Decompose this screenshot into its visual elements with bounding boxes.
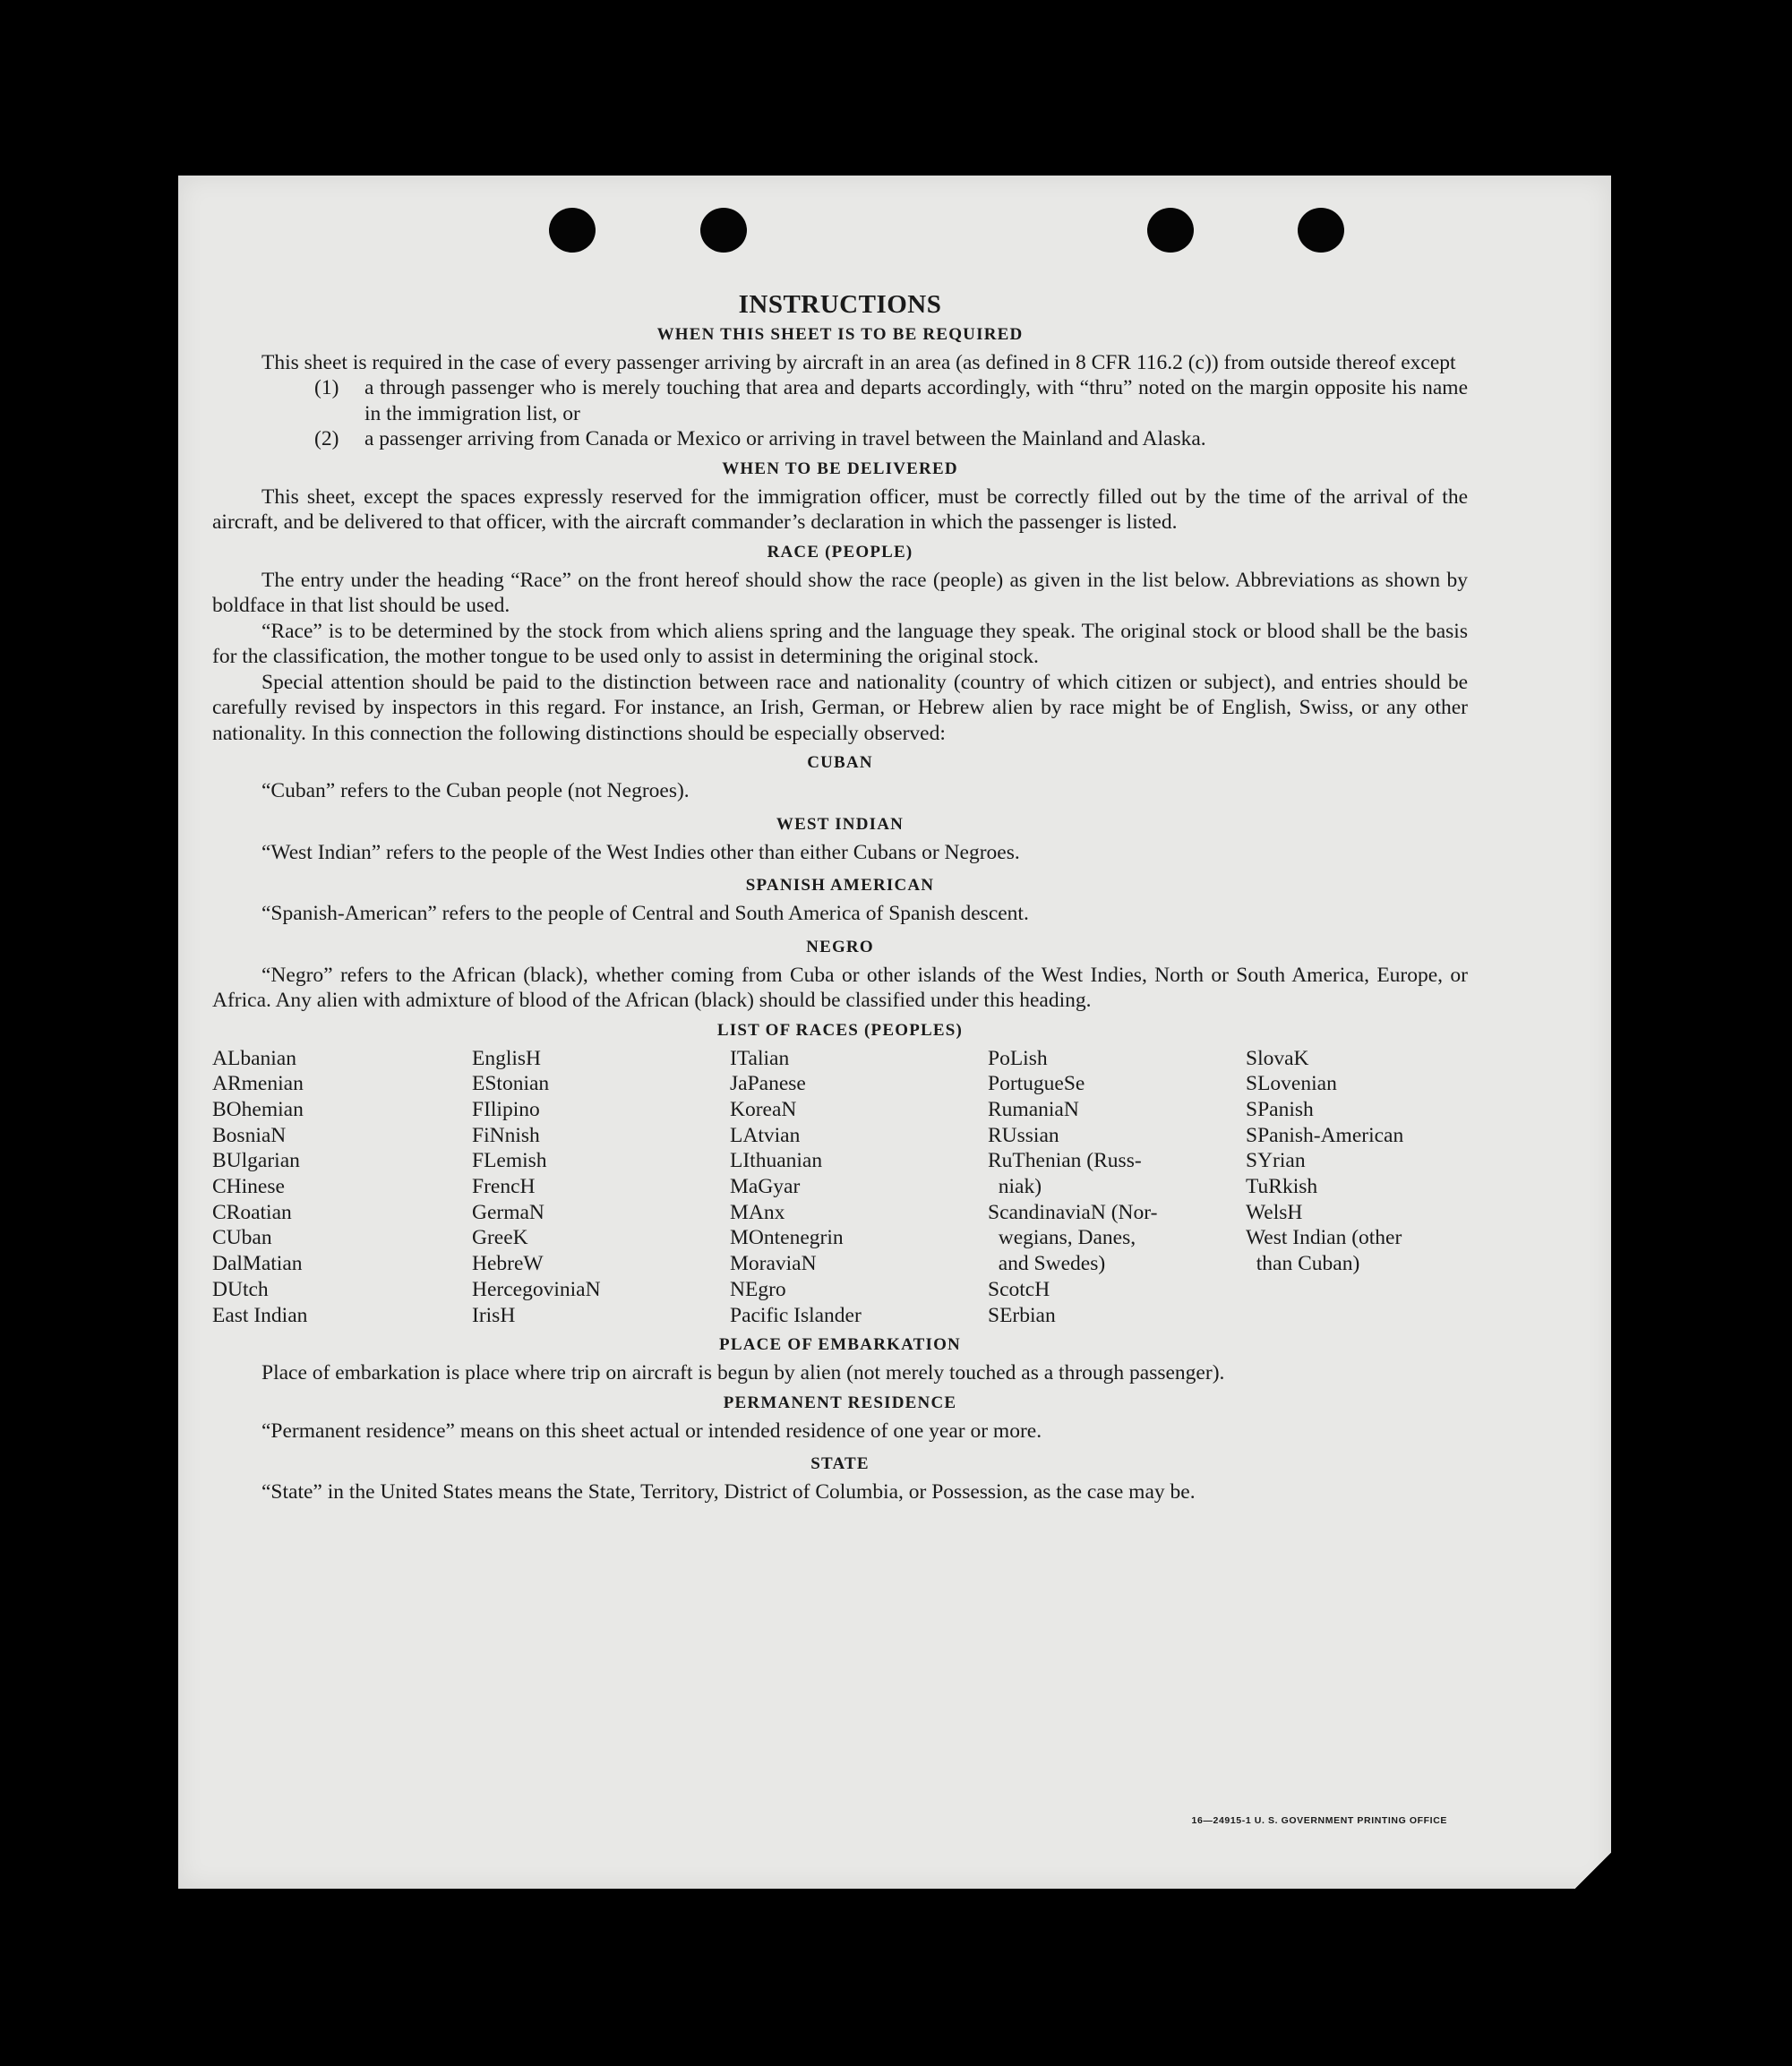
races-column bbox=[730, 1046, 988, 1329]
document-sheet bbox=[178, 176, 1611, 1889]
race-item: EnglisH bbox=[472, 1046, 542, 1070]
race-item: DalMatian bbox=[212, 1252, 303, 1276]
race-item: CUban bbox=[212, 1226, 272, 1250]
race-item: MOntenegrin bbox=[730, 1226, 844, 1250]
page-title: INSTRUCTIONS bbox=[738, 290, 942, 319]
race-item: IrisH bbox=[472, 1303, 516, 1327]
race-item: PortugueSe bbox=[988, 1072, 1085, 1096]
race-item: FiNnish bbox=[472, 1123, 540, 1147]
heading-west-indian: WEST INDIAN bbox=[776, 814, 905, 834]
race-item: East Indian bbox=[212, 1303, 308, 1327]
race-item: BUlgarian bbox=[212, 1149, 300, 1173]
heading-races-list: LIST OF RACES (PEOPLES) bbox=[716, 1020, 964, 1040]
punch-hole bbox=[1298, 208, 1344, 253]
instructions-content bbox=[212, 292, 1468, 1505]
race-item: LIthuanian bbox=[730, 1149, 823, 1173]
state-text: “State” in the United States means the State, Territory, District of Columbia, or Possession, as the case may be. bbox=[262, 1480, 1196, 1504]
race-item: FIlipino bbox=[472, 1097, 540, 1121]
exception-item bbox=[314, 375, 1468, 426]
heading-required: WHEN THIS SHEET IS TO BE REQUIRED bbox=[656, 324, 1024, 344]
delivered-text: This sheet, except the spaces expressly reserved for the immigration officer, must be correctly filled out by the time of the arrival of the aircraft, and be delivered to that officer, with the aircraft commander’s declaration in which the passenger is listed. bbox=[212, 484, 1468, 534]
exception-text: a passenger arriving from Canada or Mexico or arriving in travel between the Mainland and Alaska. bbox=[364, 427, 1206, 450]
race-item: TuRkish bbox=[1246, 1175, 1318, 1199]
race-item: EStonian bbox=[472, 1072, 550, 1096]
race-item: CHinese bbox=[212, 1175, 285, 1199]
race-item: MAnx bbox=[730, 1200, 785, 1224]
race-item: HercegoviniaN bbox=[472, 1277, 601, 1301]
printing-office-footer: 16—24915-1 U. S. GOVERNMENT PRINTING OFFICE bbox=[1191, 1815, 1447, 1826]
negro-text: “Negro” refers to the African (black), whether coming from Cuba or other islands of the West Indies, North or South America, Europe, or Africa. Any alien with admixture of blood of the African (black) should be classified under this heading. bbox=[212, 963, 1468, 1012]
races-column bbox=[472, 1046, 730, 1329]
race-item: HebreW bbox=[472, 1252, 544, 1276]
exception-number: (2) bbox=[314, 427, 339, 450]
races-column bbox=[212, 1046, 472, 1329]
race-item: NEgro bbox=[730, 1277, 786, 1301]
race-item: SErbian bbox=[988, 1303, 1056, 1327]
race-item: LAtvian bbox=[730, 1123, 801, 1147]
race-paragraph: “Race” is to be determined by the stock from which aliens spring and the language they speak. The original stock or blood shall be the basis for the classification, the mother tongue to be used only to assist in determining the original stock. bbox=[212, 619, 1468, 668]
heading-race: RACE (PEOPLE) bbox=[767, 542, 913, 562]
heading-delivered: WHEN TO BE DELIVERED bbox=[722, 459, 958, 478]
heading-negro: NEGRO bbox=[806, 937, 874, 956]
race-item: Pacific Islander bbox=[730, 1303, 862, 1327]
race-item: ScotcH bbox=[988, 1277, 1050, 1301]
races-column bbox=[988, 1046, 1246, 1329]
race-item: RumaniaN bbox=[988, 1097, 1079, 1121]
race-item: SPanish-American bbox=[1246, 1123, 1404, 1147]
required-intro: This sheet is required in the case of every passenger arriving by aircraft in an area (as defined in 8 CFR 116.2 (c)) from outside thereof except bbox=[262, 350, 1456, 374]
race-item: GreeK bbox=[472, 1226, 528, 1250]
race-item: RUssian bbox=[988, 1123, 1059, 1147]
race-item: RuThenian (Russ- bbox=[988, 1149, 1142, 1173]
race-item: MaGyar bbox=[730, 1175, 801, 1199]
race-item: SLovenian bbox=[1246, 1072, 1337, 1096]
race-item: West Indian (other bbox=[1246, 1226, 1402, 1250]
race-item: FrencH bbox=[472, 1175, 536, 1199]
races-list bbox=[212, 1046, 1468, 1329]
race-item: and Swedes) bbox=[988, 1252, 1106, 1276]
race-item: niak) bbox=[988, 1175, 1042, 1199]
race-item: PoLish bbox=[988, 1046, 1048, 1070]
cuban-text: “Cuban” refers to the Cuban people (not Negroes). bbox=[262, 779, 690, 802]
race-item: MoraviaN bbox=[730, 1252, 817, 1276]
race-item: than Cuban) bbox=[1246, 1252, 1360, 1276]
race-item: ScandinaviaN (Nor- bbox=[988, 1200, 1158, 1224]
heading-embarkation: PLACE OF EMBARKATION bbox=[719, 1335, 961, 1355]
race-item: wegians, Danes, bbox=[988, 1226, 1136, 1250]
punch-hole bbox=[549, 208, 596, 253]
race-item: DUtch bbox=[212, 1277, 269, 1301]
punch-hole bbox=[1147, 208, 1194, 253]
race-item: SPanish bbox=[1246, 1097, 1314, 1121]
race-item: FLemish bbox=[472, 1149, 547, 1173]
race-item: ARmenian bbox=[212, 1072, 304, 1096]
race-item: WelsH bbox=[1246, 1200, 1303, 1224]
race-item: BOhemian bbox=[212, 1097, 304, 1121]
race-item: SYrian bbox=[1246, 1149, 1306, 1173]
folded-corner bbox=[1575, 1853, 1611, 1889]
race-item: BosniaN bbox=[212, 1123, 287, 1147]
race-item: GermaN bbox=[472, 1200, 544, 1224]
embarkation-text: Place of embarkation is place where trip on aircraft is begun by alien (not merely touched as a through passenger). bbox=[262, 1361, 1225, 1385]
races-column bbox=[1246, 1046, 1468, 1329]
race-item: CRoatian bbox=[212, 1200, 292, 1224]
race-item: SlovaK bbox=[1246, 1046, 1309, 1070]
race-item: ALbanian bbox=[212, 1046, 296, 1070]
residence-text: “Permanent residence” means on this sheet actual or intended residence of one year or more. bbox=[262, 1419, 1042, 1443]
race-item: ITalian bbox=[730, 1046, 790, 1070]
heading-spanish-american: SPANISH AMERICAN bbox=[745, 876, 935, 895]
race-paragraph: The entry under the heading “Race” on the front hereof should show the race (people) as given in the list below. Abbreviations as shown by boldface in that list should be used. bbox=[212, 568, 1468, 617]
heading-state: STATE bbox=[810, 1454, 870, 1474]
exception-number: (1) bbox=[314, 376, 339, 399]
race-item: KoreaN bbox=[730, 1097, 797, 1121]
punch-hole bbox=[700, 208, 747, 253]
exception-item bbox=[314, 426, 1468, 452]
exception-text: a through passenger who is merely touching that area and departs accordingly, with “thru” noted on the margin opposite his name in the immigration list, or bbox=[364, 376, 1468, 425]
race-paragraph: Special attention should be paid to the distinction between race and nationality (country of which citizen or subject), and entries should be carefully revised by inspectors in this regard. For instance, an Irish, German, or Hebrew alien by race might be of English, Swiss, or any other nationality. In this connection the following distinctions should be especially observed: bbox=[212, 670, 1468, 745]
spanish-american-text: “Spanish-American” refers to the people of Central and South America of Spanish descent. bbox=[262, 902, 1029, 925]
heading-cuban: CUBAN bbox=[807, 753, 873, 772]
heading-residence: PERMANENT RESIDENCE bbox=[723, 1393, 957, 1412]
race-item: JaPanese bbox=[730, 1072, 806, 1096]
west-indian-text: “West Indian” refers to the people of the West Indies other than either Cubans or Negroes. bbox=[262, 840, 1020, 864]
